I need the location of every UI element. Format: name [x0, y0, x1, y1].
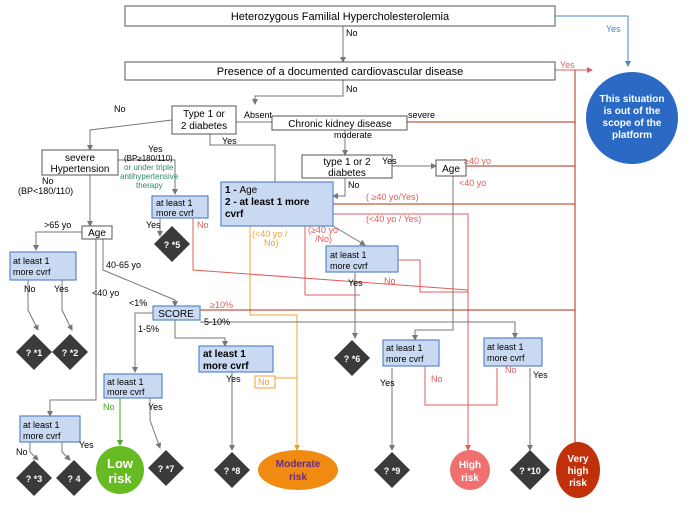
svg-text:? *6: ? *6 — [343, 354, 361, 364]
cvrf-box-htn[interactable] — [152, 196, 208, 218]
svg-text:Age: Age — [442, 164, 460, 175]
svg-text:? *1: ? *1 — [25, 348, 43, 358]
cvrf-diab-no-yes-label: Yes — [348, 278, 363, 288]
cvrf-box-score-lt1[interactable] — [104, 374, 162, 398]
cvrf-diab-no-no-label: No — [384, 276, 396, 286]
crit-lt40-no-label-1: (<40 yo / — [252, 229, 288, 239]
cvrf-box-score-510[interactable] — [484, 338, 542, 366]
svg-text:more cvrf: more cvrf — [23, 431, 61, 441]
svg-text:at least 1: at least 1 — [156, 198, 193, 208]
svg-text:at least 1: at least 1 — [13, 256, 50, 266]
svg-text:2 diabetes: 2 diabetes — [180, 121, 228, 132]
htn-yes-label: Yes — [148, 144, 163, 154]
svg-text:? *2: ? *2 — [61, 348, 79, 358]
cvrf-box-left-lt40[interactable] — [20, 416, 80, 442]
svg-text:Hypertension: Hypertension — [50, 164, 110, 175]
severe-htn-box[interactable] — [42, 150, 118, 175]
svg-text:This situation: This situation — [599, 94, 665, 105]
svg-text:therapy: therapy — [136, 181, 163, 190]
outcome-q1[interactable] — [16, 334, 52, 370]
svg-text:more cvrf: more cvrf — [330, 261, 368, 271]
outcome-q10[interactable] — [510, 450, 550, 490]
cvrf-15-yes-label: Yes — [226, 374, 241, 384]
svg-text:? *7: ? *7 — [157, 464, 175, 474]
edge-diab2-no — [333, 178, 345, 196]
htn-no-bp-label: (BP<180/110) — [18, 186, 74, 196]
cvrf-510-no-label: No — [505, 365, 517, 375]
svg-text:more cvrf: more cvrf — [156, 208, 194, 218]
edge-cvrfL2-no — [30, 442, 38, 460]
crit-ge40-no-label-1: (≥40 yo — [308, 225, 338, 235]
crit-ge40-no-label-2: /No) — [315, 234, 333, 244]
svg-text:risk: risk — [569, 478, 587, 489]
outcome-q7[interactable] — [148, 450, 184, 486]
crit-ge40-yes-label: ( ≥40 yo/Yes) — [366, 192, 419, 202]
age-left-4065-label: 40-65 yo — [106, 260, 142, 270]
svg-text:High: High — [458, 460, 482, 471]
cvrf-left-gt65-yes-label: Yes — [54, 284, 69, 294]
absent-label: Absent — [244, 110, 273, 120]
svg-text:platform: platform — [612, 130, 652, 141]
cvd-box[interactable] — [125, 62, 555, 80]
svg-text:? *5: ? *5 — [163, 240, 181, 250]
outcome-moderate-risk[interactable] — [258, 450, 338, 490]
svg-text:high: high — [567, 466, 589, 477]
edge-score-lt1 — [135, 313, 155, 372]
svg-text:scope of the: scope of the — [602, 118, 662, 129]
score-lt1-label: <1% — [129, 298, 148, 308]
svg-text:Presence of a documented cardi: Presence of a documented cardiovascular disease — [216, 66, 464, 78]
hfh-box[interactable] — [125, 6, 555, 26]
cvrf-lt1-no-label: No — [103, 402, 115, 412]
cvrf-left-lt40-yes-label: Yes — [79, 440, 94, 450]
diabetes-box[interactable] — [172, 106, 236, 134]
cvrf-lt1-yes-label: Yes — [148, 402, 163, 412]
outcome-q5[interactable] — [154, 226, 190, 262]
svg-text:SCORE: SCORE — [158, 309, 194, 320]
svg-text:at least 1: at least 1 — [203, 349, 246, 360]
svg-text:at least 1: at least 1 — [386, 343, 423, 353]
hfh-yes-label: Yes — [606, 24, 621, 34]
svg-text:Heterozygous Familial Hypercho: Heterozygous Familial Hypercholesterolemia — [230, 11, 450, 23]
svg-text:risk: risk — [108, 471, 132, 486]
htn-criteria-text — [120, 154, 179, 190]
age-left-lt40-label: <40 yo — [92, 288, 120, 298]
svg-text:at least 1: at least 1 — [487, 342, 524, 352]
svg-text:Age: Age — [88, 228, 106, 239]
svg-text:at least 1: at least 1 — [107, 377, 144, 387]
svg-text:? *10: ? *10 — [519, 466, 541, 476]
edge-age-lt40 — [415, 176, 453, 340]
svg-text:or under triple: or under triple — [124, 163, 174, 172]
cvrf-right-lt40-yes-label: Yes — [380, 378, 395, 388]
svg-text:more cvrf: more cvrf — [386, 354, 424, 364]
svg-text:Chronic kidney disease: Chronic kidney disease — [288, 119, 392, 130]
cvrf-right-lt40-no-label: No — [431, 374, 443, 384]
svg-text:Low: Low — [107, 456, 133, 471]
svg-text:? *3: ? *3 — [25, 474, 43, 484]
edge-crit-lt40no — [250, 226, 297, 450]
ckd-moderate-label: moderate — [334, 130, 373, 140]
age-left-gt65-label: >65 yo — [44, 220, 72, 230]
score-510-label: 5-10% — [204, 317, 231, 327]
cvrf-htn-no-label: No — [197, 220, 209, 230]
cvrf-box-left-gt65[interactable] — [10, 252, 76, 280]
age-right-lt40-label: <40 yo — [459, 178, 487, 188]
svg-text:Very: Very — [567, 454, 589, 465]
outcome-q2[interactable] — [52, 334, 88, 370]
svg-text:is out of the: is out of the — [603, 106, 661, 117]
svg-text:antihypertensive: antihypertensive — [120, 172, 179, 181]
svg-text:more cvrf: more cvrf — [203, 361, 249, 372]
cvrf-510-yes-label: Yes — [533, 370, 548, 380]
outcome-low-risk[interactable] — [96, 446, 144, 494]
svg-text:? 4: ? 4 — [67, 474, 81, 484]
svg-text:2 - at least 1 more: 2 - at least 1 more — [225, 197, 310, 208]
cvd-no-label: No — [346, 84, 358, 94]
outcome-high-risk[interactable] — [450, 450, 490, 490]
svg-text:Type 1 or: Type 1 or — [183, 109, 225, 120]
hfh-no-label: No — [346, 28, 358, 38]
svg-text:? *9: ? *9 — [383, 466, 401, 476]
cvrf-left-gt65-no-label: No — [24, 284, 36, 294]
diabetes2-box[interactable] — [302, 155, 392, 179]
edge-cvrf510-no — [468, 368, 497, 405]
svg-text:(BP≥180/110): (BP≥180/110) — [124, 154, 173, 163]
svg-text:Moderate: Moderate — [275, 459, 321, 470]
svg-text:1 - Age: 1 - Age — [225, 185, 258, 196]
svg-text:cvrf: cvrf — [225, 209, 244, 220]
svg-text:at least 1: at least 1 — [23, 420, 60, 430]
svg-text:No: No — [258, 377, 270, 387]
score-15-label: 1-5% — [138, 324, 160, 334]
edge-cvd-no — [255, 80, 343, 104]
svg-text:? *8: ? *8 — [223, 466, 241, 476]
outcome-q8[interactable] — [214, 452, 250, 488]
age-box-left[interactable] — [82, 226, 112, 239]
svg-text:type 1 or 2: type 1 or 2 — [323, 157, 371, 168]
cvd-no-branch-label: No — [114, 104, 126, 114]
crit-lt40-yes-label: (<40 yo / Yes) — [366, 214, 422, 224]
diabetes-yes-label: Yes — [222, 136, 237, 146]
edge-cvrfL2-yes — [62, 442, 70, 460]
outcome-q4[interactable] — [56, 460, 92, 496]
cvrf-box-score-15[interactable] — [199, 346, 273, 372]
cvrf-box-right-lt40[interactable] — [383, 340, 439, 366]
outcome-q9[interactable] — [374, 452, 410, 488]
svg-text:risk: risk — [289, 472, 307, 483]
svg-text:severe: severe — [64, 153, 96, 164]
svg-text:more cvrf: more cvrf — [13, 267, 51, 277]
outcome-very-high-risk[interactable] — [556, 442, 600, 498]
score-box[interactable] — [153, 306, 200, 320]
diabetes2-yes-label: Yes — [382, 156, 397, 166]
outcome-q3[interactable] — [16, 460, 52, 496]
diabetes2-no-label: No — [348, 180, 360, 190]
ckd-box[interactable] — [272, 116, 407, 130]
cvrf-box-diab-no[interactable] — [326, 246, 398, 272]
criteria-box[interactable] — [221, 182, 333, 226]
age-right-ge40-label: ≥40 yo — [464, 156, 491, 166]
cvrf-15-no-label-box — [255, 376, 275, 388]
svg-text:risk: risk — [461, 473, 479, 484]
htn-no-label: No — [42, 176, 54, 186]
score-ge10-label: ≥10% — [210, 300, 233, 310]
edge-age-gt65 — [36, 232, 82, 250]
ckd-severe-label: severe — [408, 110, 436, 120]
svg-text:diabetes: diabetes — [328, 168, 366, 179]
svg-text:at least 1: at least 1 — [330, 250, 367, 260]
out-of-scope-circle — [586, 72, 678, 164]
cvd-yes-label: Yes — [560, 60, 575, 70]
crit-lt40-no-label-2: No) — [264, 238, 279, 248]
age-box-right[interactable] — [436, 160, 466, 176]
svg-text:more cvrf: more cvrf — [487, 353, 525, 363]
cvrf-htn-yes-label: Yes — [146, 220, 161, 230]
svg-text:more cvrf: more cvrf — [107, 387, 145, 397]
cvrf-left-lt40-no-label: No — [16, 447, 28, 457]
outcome-q6[interactable] — [334, 340, 370, 376]
